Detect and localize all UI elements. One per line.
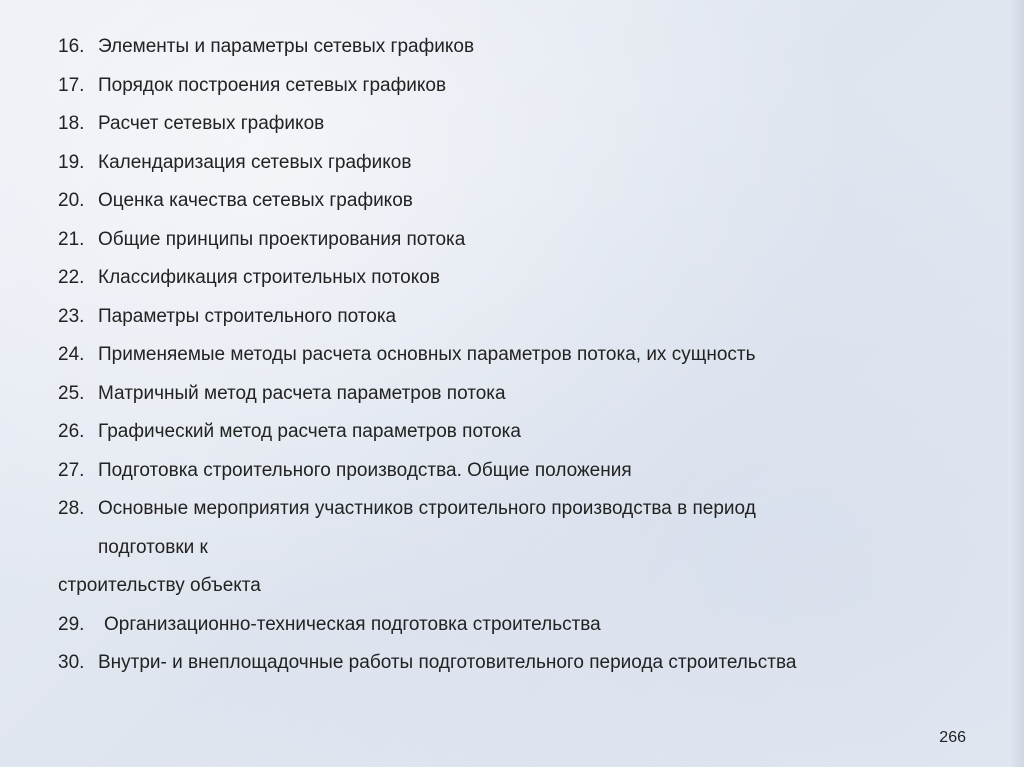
topic-list xyxy=(58,28,978,683)
list-item xyxy=(58,606,978,645)
item-number: 27. xyxy=(58,459,85,481)
item-text: Порядок построения сетевых графиков xyxy=(98,74,447,96)
item-number: 18. xyxy=(58,113,85,134)
item-number: 30. xyxy=(58,652,85,673)
item-text: Применяемые методы расчета основных параметров потока, их сущность xyxy=(98,344,756,365)
list-item xyxy=(58,28,978,67)
item-number: 17. xyxy=(58,74,85,96)
item-number: 29. xyxy=(58,613,85,635)
item-text: Графический метод расчета параметров потока xyxy=(98,421,521,442)
item-text: Оценка качества сетевых графиков xyxy=(98,190,413,211)
item-text: Подготовка строительного производства. Общие положения xyxy=(98,459,632,481)
item-number: 20. xyxy=(58,190,85,211)
list-item xyxy=(58,452,978,491)
list-item-plain-line: строительству объекта xyxy=(58,575,261,596)
list-item xyxy=(58,413,978,452)
list-item xyxy=(58,67,978,106)
page-number: 266 xyxy=(939,729,966,746)
item-number: 19. xyxy=(58,151,85,173)
list-item xyxy=(58,644,978,683)
list-item xyxy=(58,336,978,375)
item-text: Организационно-техническая подготовка строительства xyxy=(104,613,601,635)
item-text: Общие принципы проектирования потока xyxy=(98,228,466,250)
list-item xyxy=(58,298,978,337)
item-number: 22. xyxy=(58,267,85,288)
item-number: 24. xyxy=(58,344,85,365)
item-number: 26. xyxy=(58,421,85,442)
item-text: Внутри- и внеплощадочные работы подготовительного периода строительства xyxy=(98,652,797,673)
item-number: 28. xyxy=(58,498,85,519)
list-item xyxy=(58,105,978,144)
item-number: 25. xyxy=(58,382,85,404)
list-item-continuation: подготовки к xyxy=(98,536,208,558)
item-number: 16. xyxy=(58,36,85,57)
item-number: 21. xyxy=(58,228,85,250)
item-text: Основные мероприятия участников строительного производства в период xyxy=(98,498,756,519)
item-text: Матричный метод расчета параметров потока xyxy=(98,382,506,404)
list-item xyxy=(58,144,978,183)
item-text: Календаризация сетевых графиков xyxy=(98,151,412,173)
item-text: Классификация строительных потоков xyxy=(98,267,440,288)
list-item xyxy=(58,221,978,260)
item-text: Расчет сетевых графиков xyxy=(98,113,325,134)
list-item xyxy=(58,259,978,298)
list-item xyxy=(58,375,978,414)
item-number: 23. xyxy=(58,305,85,327)
item-text: Параметры строительного потока xyxy=(98,305,397,327)
slide-edge-strip xyxy=(1008,0,1024,767)
item-text: Элементы и параметры сетевых графиков xyxy=(98,36,475,57)
list-item xyxy=(58,182,978,221)
list-item xyxy=(58,490,978,529)
